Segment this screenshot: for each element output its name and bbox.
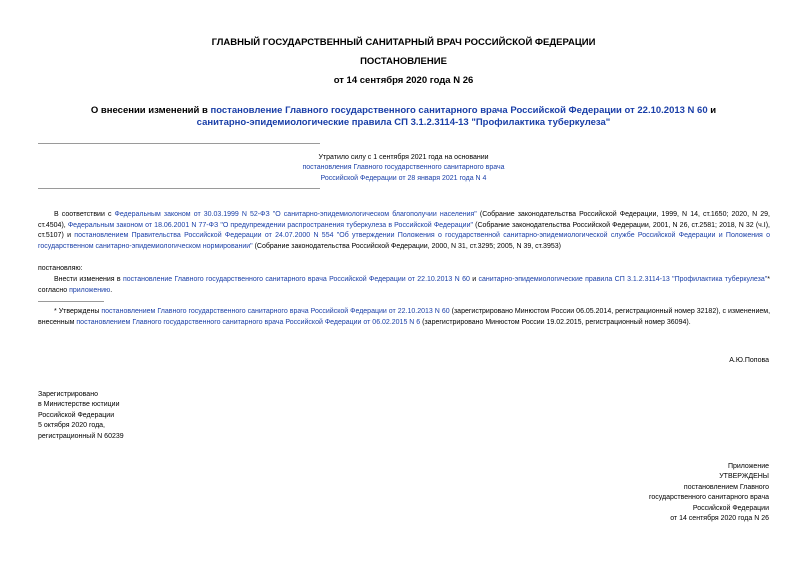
appendix-line: постановлением Главного (683, 483, 769, 491)
registration-line: в Министерстве юстиции (38, 401, 120, 409)
registration-line: Российской Федерации (38, 411, 115, 419)
validity-note-link-line2[interactable]: постановления Главного государственного санитарного врача (302, 164, 505, 172)
link-government-resolution-554[interactable]: постановлением Правительства Российской Федерации от 24.07.2000 N 554 "Об утверждении Положения о государственной санитарно-эпидемиологической службе Российской Федерации и Положения о государственном санитарно-эпидемиологическом нормировании" (38, 232, 771, 250)
preamble-text-4: (Собрание законодательства Российской Федерации, 2000, N 31, ст.3295; 2005, N 39, ст.3953) (252, 242, 561, 250)
decree-text-4: . (110, 286, 113, 294)
link-resolution-60[interactable]: постановление Главного государственного санитарного врача Российской Федерации от 22.10.2013 N 60 (122, 276, 470, 283)
appendix-block (649, 462, 769, 524)
document-title (70, 105, 737, 129)
decree-text-2: и (469, 276, 479, 283)
footnote-separator (38, 301, 104, 302)
separator-top (38, 143, 320, 144)
footnote (38, 307, 770, 328)
document-type: ПОСТАНОВЛЕНИЕ (360, 56, 447, 67)
issuing-authority: ГЛАВНЫЙ ГОСУДАРСТВЕННЫЙ САНИТАРНЫЙ ВРАЧ РОССИЙСКОЙ ФЕДЕРАЦИИ (211, 37, 596, 48)
title-prefix: О внесении изменений в (90, 105, 211, 116)
validity-note-link-line3[interactable]: Российской Федерации от 28 января 2021 года N 4 (320, 174, 487, 182)
decree-paragraph (38, 275, 770, 296)
link-sp-rules[interactable]: санитарно-эпидемиологические правила СП 3.1.2.3114-13 "Профилактика туберкулеза" (478, 276, 768, 283)
footnote-text-1: * Утверждены (54, 308, 102, 315)
validity-note (240, 153, 567, 184)
title-link-resolution-60[interactable]: постановление Главного государственного санитарного врача Российской Федерации от 22.10.2013 N 60 (210, 105, 708, 116)
appendix-line: Приложение (727, 463, 769, 470)
appendix-line: Российской Федерации (692, 504, 769, 512)
appendix-line: от 14 сентября 2020 года N 26 (670, 515, 769, 523)
validity-note-line1: Утратило силу с 1 сентября 2021 года на основании (318, 154, 489, 161)
footnote-text-2: (зарегистрировано Минюстом России 06.05.2014, регистрационный номер 32182), с изменением, внесенным (38, 308, 771, 326)
signatory-name: А.Ю.Попова (729, 357, 769, 364)
title-link-sp-rules[interactable]: санитарно-эпидемиологические правила СП 3.1.2.3114-13 "Профилактика туберкулеза" (196, 117, 611, 128)
preamble-text-3: (Собрание законодательства Российской Федерации, 2001, N 26, ст.2581; 2018, N 32 (ч.I), ст.5107) и (38, 221, 770, 240)
document-date-number: от 14 сентября 2020 года N 26 (333, 75, 474, 86)
appendix-line: УТВЕРЖДЕНЫ (719, 473, 769, 481)
footnote-text-3: (зарегистрировано Минюстом России 19.02.2015, регистрационный номер 36094). (420, 318, 691, 326)
footnote-link-resolution-6[interactable]: постановлением Главного государственного санитарного врача Российской Федерации от 06.02.2015 N 6 (76, 318, 421, 326)
title-middle: и (707, 105, 717, 116)
link-federal-law-77[interactable]: Федеральным законом от 18.06.2001 N 77-ФЗ "О предупреждении распространения туберкулеза в Российской Федерации" (67, 221, 473, 229)
decree-word: постановляю: (38, 265, 83, 272)
decree-text-3: * согласно (38, 276, 770, 294)
registration-line: Зарегистрировано (38, 391, 98, 398)
preamble-text-1: В соответствии с (54, 211, 115, 218)
appendix-line: государственного санитарного врача (648, 494, 769, 502)
link-federal-law-52[interactable]: Федеральным законом от 30.03.1999 N 52-ФЗ "О санитарно-эпидемиологическом благополучии населения" (114, 211, 477, 218)
footnote-link-resolution-60[interactable]: постановлением Главного государственного санитарного врача Российской Федерации от 22.10.2013 N 60 (101, 308, 450, 315)
registration-block (38, 390, 124, 442)
link-appendix[interactable]: приложению (69, 286, 111, 294)
registration-line: регистрационный N 60239 (38, 432, 124, 440)
decree-text-1: Внести изменения в (54, 276, 123, 283)
registration-line: 5 октября 2020 года, (38, 422, 106, 430)
separator-bottom (38, 188, 320, 189)
preamble-paragraph (38, 210, 770, 252)
preamble-text-2: (Собрание законодательства Российской Федерации, 1999, N 14, ст.1650; 2020, N 29, ст.4504), (38, 211, 770, 229)
